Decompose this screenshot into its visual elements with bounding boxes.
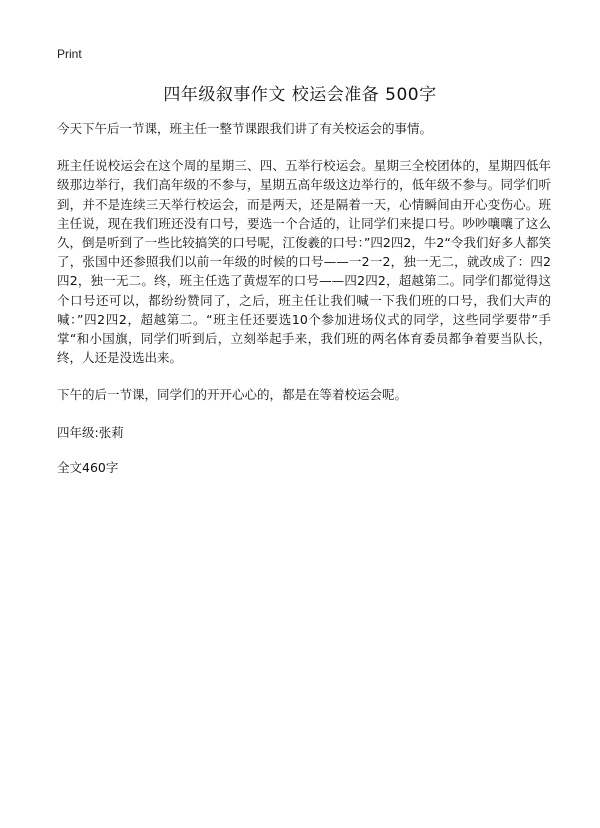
print-label: Print — [57, 47, 82, 61]
author-line: 四年级:张莉 — [57, 424, 124, 440]
paragraph-intro: 今天下午后一节课，班主任一整节课跟我们讲了有关校运会的事情。 — [57, 121, 433, 136]
word-count-line: 全文460字 — [57, 459, 119, 475]
document-body — [57, 119, 551, 495]
paragraph-closing: 下午的后一节课，同学们的开开心心的，都是在等着校运会呢。 — [57, 387, 408, 403]
document-title: 四年级叙事作文 校运会准备 500字 — [163, 85, 437, 105]
paragraph-main: 班主任说校运会在这个周的星期三、四、五举行校运会。星期三全校团体的，星期四低年级那边举行，我们高年级的不参与，星期五高年级这边举行的，低年级不参与。同学们听到，并不是连续三天举行校运会，而是两天，还是隔着一天，心情瞬间由开心变伤心。班主任说，现在我们班还没有口号，要选一个合适的，让同学们来提口号。吵吵嚷嚷了这么久，倒是听到了一些比较搞笑的口号呢，江俊羲的口号：”四2四2，牛2“令我们好多人都笑了，张国中还参照我们以前一年级的时候的口号——一2一2，独一无二，就改成了：四2四2，独一无二。终，班主任选了黄煜军的口号——四2四2，超越第二。同学们都觉得这个口号还可以，都纷纷赞同了，之后，班主任让我们喊一下我们班的口号，我们大声的喊：”四2四2，超越第二。“班主任还要选10个参加进场仪式的同学，这些同学要带”手掌“和小国旗，同学们听到后，立刻举起手来，我们班的两名体育委员都争着要当队长，终，人还是没选出来。 — [57, 158, 551, 366]
